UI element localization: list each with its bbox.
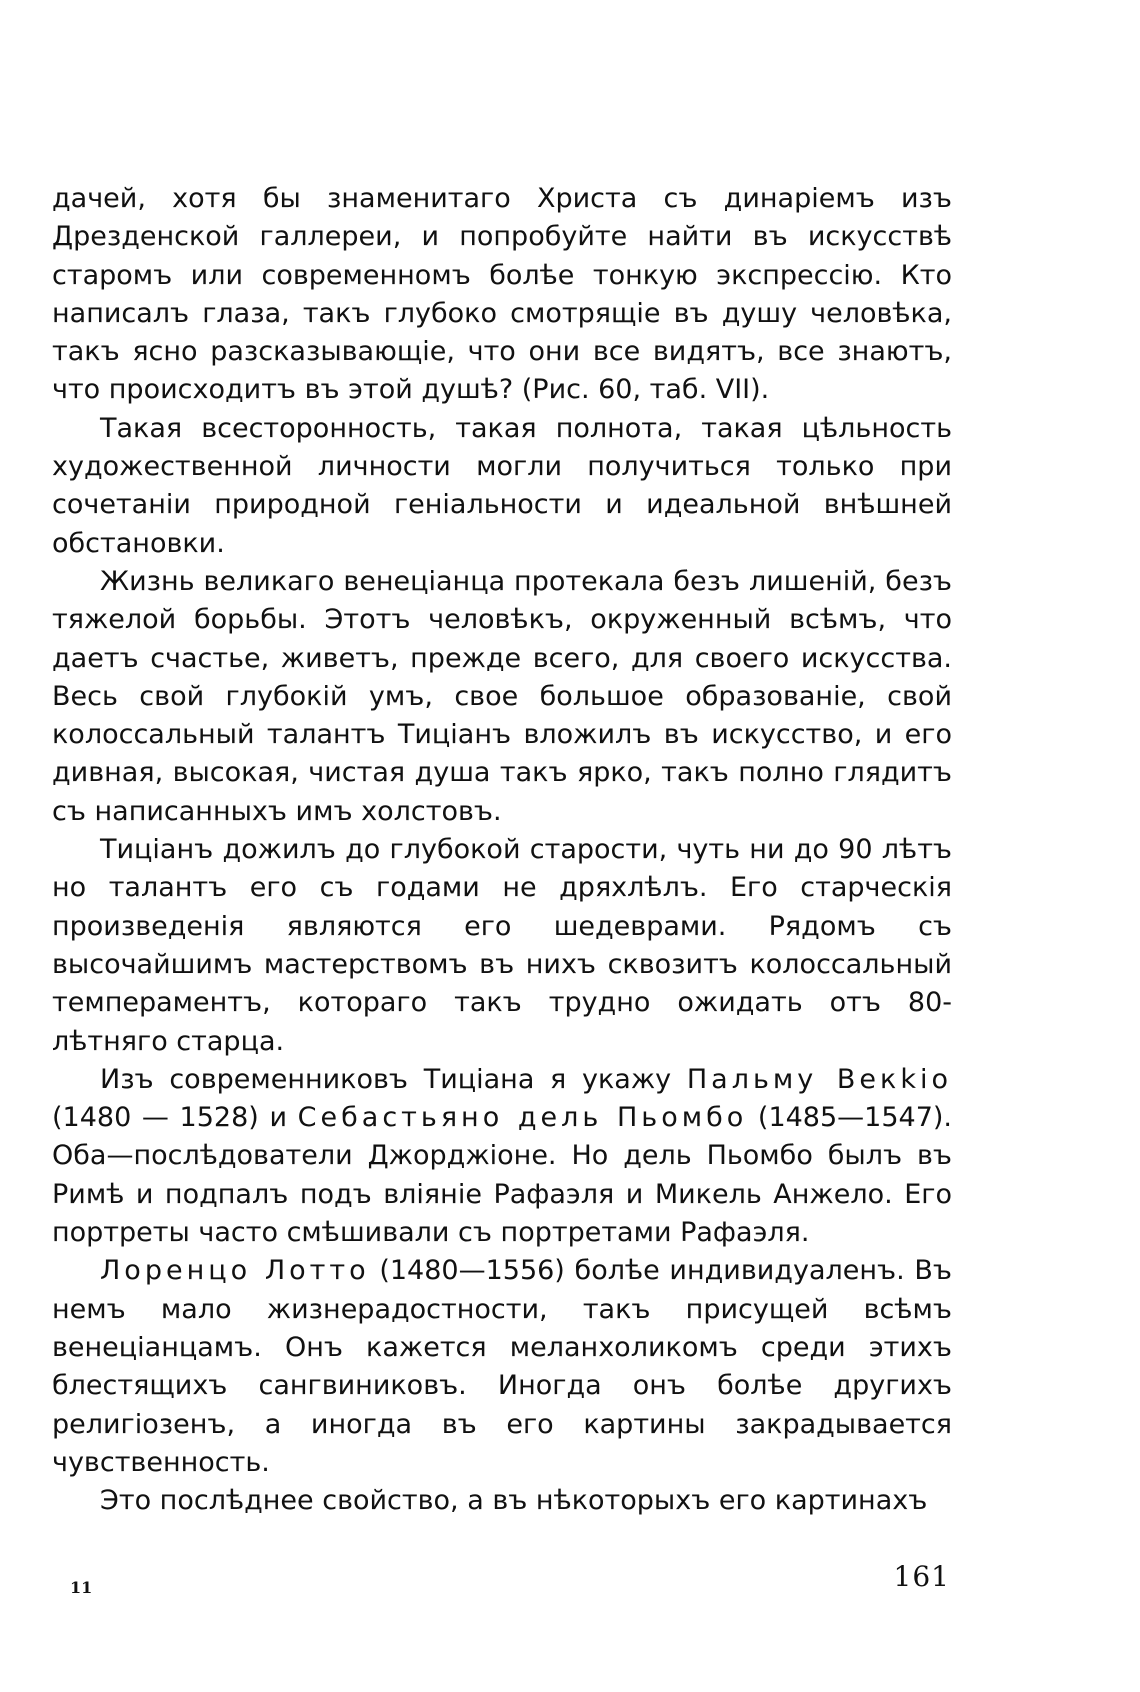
text-run: Это послѣднее свойство, а въ нѣкоторыхъ его картинахъ — [100, 1485, 928, 1517]
paragraph — [52, 563, 952, 831]
body-text — [52, 180, 952, 1520]
text-run: дачей, хотя бы знаменитаго Христа съ динаріемъ изъ Дрезденской галлереи, и попробуйте найти въ искусствѣ старомъ или современномъ болѣе тонкую экспрессію. Кто написалъ глаза, такъ глубоко смотрящіе въ душу человѣка, такъ ясно разсказывающіе, что они все видятъ, все знаютъ, что происходитъ въ этой душѣ? (Рис. 60, таб. VII). — [52, 183, 952, 406]
spaced-name: Себастьяно дель Пьомбо — [297, 1102, 748, 1134]
spaced-name: Пальму Векkіо — [686, 1063, 953, 1095]
text-run: Изъ современниковъ Тиціана я укажу — [100, 1063, 687, 1095]
paragraph — [52, 1061, 952, 1252]
paragraph — [52, 1482, 952, 1520]
printer-signature-mark: 11 — [70, 1578, 93, 1597]
paragraph — [52, 180, 952, 410]
text-run: Такая всесторонность, такая полнота, такая цѣльность художественной личности могли получиться только при сочетаніи природной геніальности и идеальной внѣшней обстановки. — [52, 412, 952, 559]
paragraph — [52, 410, 952, 563]
text-run: (1485—1547). Оба—послѣдователи Джорджіоне. Но дель Пьомбо былъ въ Римѣ и подпалъ подъ вліяніе Рафаэля и Микель Анжело. Его портреты часто смѣшивали съ портретами Рафаэля. — [52, 1102, 952, 1249]
paragraph — [52, 831, 952, 1061]
text-run: (1480—1556) болѣе индивидуаленъ. Въ немъ мало жизнерадостности, такъ присущей всѣмъ венеціанцамъ. Онъ кажется меланхоликомъ среди этихъ блестящихъ сангвиниковъ. Иногда онъ болѣе другихъ религіозенъ, а иногда въ его картины закрадывается чувственность. — [52, 1255, 952, 1478]
page-number: 161 — [893, 1560, 950, 1593]
text-run: (1480 — 1528) и — [52, 1102, 298, 1134]
spaced-name: Лоренцо Лотто — [100, 1255, 370, 1287]
paragraph — [52, 1252, 952, 1482]
text-run: Жизнь великаго венеціанца протекала безъ лишеній, безъ тяжелой борьбы. Этотъ человѣкъ, окруженный всѣмъ, что даетъ счастье, живетъ, прежде всего, для своего искусства. Весь свой глубокій умъ, свое большое образованіе, свой колоссальный талантъ Тиціанъ вложилъ въ искусство, и его дивная, высокая, чистая душа такъ ярко, такъ полно глядитъ съ написанныхъ имъ холстовъ. — [52, 565, 952, 827]
text-run: Тиціанъ дожилъ до глубокой старости, чуть ни до 90 лѣтъ но талантъ его съ годами не дряхлѣлъ. Его старческія произведенія являются его шедеврами. Рядомъ съ высочайшимъ мастерствомъ въ нихъ сквозитъ колоссальный темпераментъ, котораго такъ трудно ожидать отъ 80-лѣтняго старца. — [52, 834, 952, 1057]
